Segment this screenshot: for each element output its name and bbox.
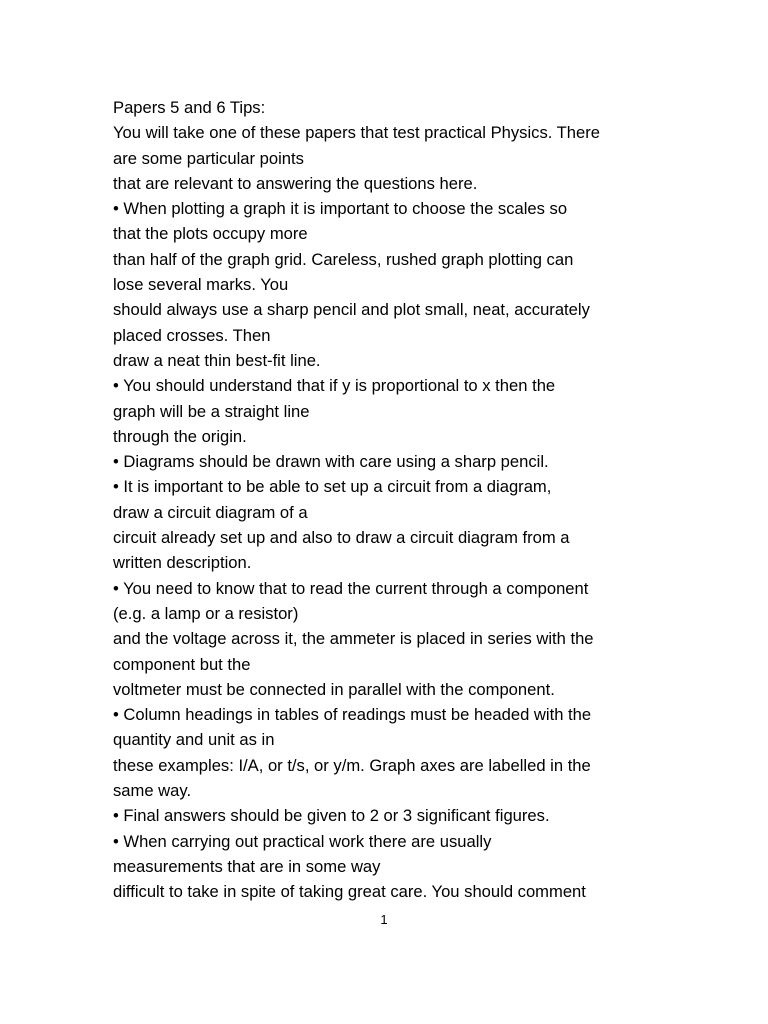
text-line: placed crosses. Then: [113, 325, 271, 345]
text-line: these examples: I/A, or t/s, or y/m. Graph axes are labelled in the: [113, 755, 591, 775]
text-line: same way.: [113, 781, 192, 801]
bullet-line: • It is important to be able to set up a circuit from a diagram,: [113, 477, 552, 497]
text-line: through the origin.: [113, 426, 247, 446]
text-line: component but the: [113, 654, 251, 674]
text-line: that are relevant to answering the questions here.: [113, 173, 478, 193]
text-line: than half of the graph grid. Careless, rushed graph plotting can: [113, 249, 574, 269]
page-heading: Papers 5 and 6 Tips:: [113, 98, 266, 117]
text-line: circuit already set up and also to draw a circuit diagram from a: [113, 528, 570, 548]
text-line: voltmeter must be connected in parallel with the component.: [113, 679, 555, 699]
bullet-line: • Column headings in tables of readings must be headed with the: [113, 705, 592, 725]
text-line: and the voltage across it, the ammeter is placed in series with the: [113, 629, 594, 649]
text-line: (e.g. a lamp or a resistor): [113, 603, 299, 623]
bullet-line: • When carrying out practical work there are usually: [113, 831, 492, 851]
bullet-line: • Diagrams should be drawn with care using a sharp pencil.: [113, 452, 549, 472]
body-text: [113, 95, 673, 905]
text-line: that the plots occupy more: [113, 224, 308, 244]
page-number: 1: [380, 912, 388, 927]
text-line: should always use a sharp pencil and plot small, neat, accurately: [113, 300, 590, 320]
text-line: draw a neat thin best-fit line.: [113, 350, 321, 370]
text-line: written description.: [113, 553, 252, 573]
text-line: quantity and unit as in: [113, 730, 275, 750]
bullet-line: • When plotting a graph it is important to choose the scales so: [113, 199, 568, 219]
bullet-line: • You need to know that to read the current through a component: [113, 578, 589, 598]
bullet-line: • You should understand that if y is proportional to x then the: [113, 376, 556, 396]
text-line: draw a circuit diagram of a: [113, 502, 308, 522]
text-line: You will take one of these papers that test practical Physics. There: [113, 123, 601, 143]
text-line: measurements that are in some way: [113, 856, 381, 876]
text-line: are some particular points: [113, 148, 304, 168]
text-line: lose several marks. You: [113, 275, 289, 295]
text-line: difficult to take in spite of taking great care. You should comment: [113, 882, 586, 902]
bullet-line: • Final answers should be given to 2 or 3 significant figures.: [113, 806, 550, 826]
text-line: graph will be a straight line: [113, 401, 310, 421]
